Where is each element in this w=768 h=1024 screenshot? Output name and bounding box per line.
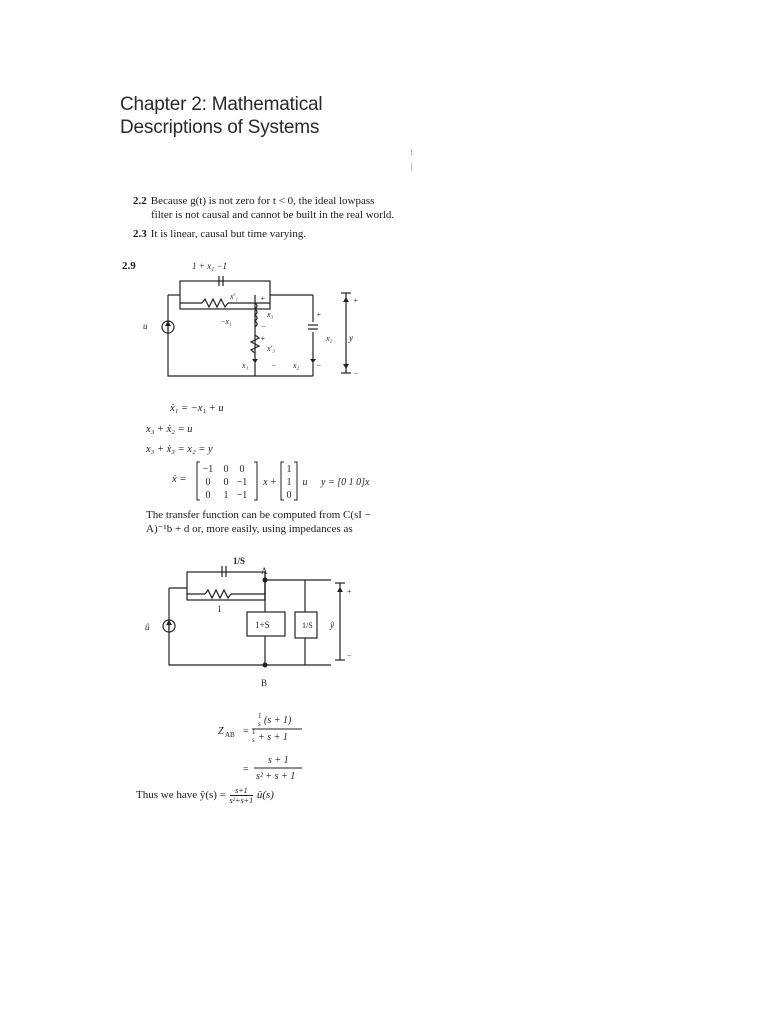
- paragraph-line: The transfer function can be computed from C(sI −: [146, 509, 371, 521]
- plus-sign: +: [260, 334, 266, 343]
- u-hat-label: û: [145, 622, 150, 632]
- matrix-a-cell: 0: [205, 477, 211, 488]
- node-b-label: B: [261, 678, 268, 688]
- minus-sign: −: [316, 361, 322, 370]
- minus-sign: −: [353, 369, 359, 378]
- matrix-a-cell: −1: [236, 477, 248, 488]
- circuit-diagram-2: [135, 550, 375, 695]
- vector-b-cell: 0: [286, 490, 292, 501]
- margin-mark: |: [411, 162, 413, 171]
- frac-num: 1: [258, 712, 262, 720]
- chapter-title: [120, 93, 322, 139]
- plus-sign: +: [260, 294, 266, 303]
- current-arrow: [252, 359, 258, 363]
- result-denominator: s²+s+1: [229, 796, 254, 805]
- minus-sign: −: [271, 361, 277, 370]
- vector-b-cell: 1: [286, 464, 292, 475]
- zab-num2: s + 1: [268, 755, 289, 766]
- minus-sign: −: [261, 322, 267, 331]
- matrix-a-cell: 0: [205, 490, 211, 501]
- equation-3: x₃ + ẋ₃ = x₂ = y: [146, 444, 213, 455]
- matrix-a-cell: −1: [202, 464, 214, 475]
- matrix-a-cell: 0: [223, 477, 229, 488]
- equals-sign: =: [243, 726, 249, 737]
- problem-2-9-number: 2.9: [122, 260, 136, 272]
- plus-sign: +: [347, 587, 352, 596]
- zab-num1: (s + 1): [264, 715, 292, 726]
- minus-sign: −: [347, 651, 352, 660]
- resistor-label: 1: [217, 604, 222, 614]
- resistor: [205, 590, 231, 598]
- result-line: [136, 786, 274, 805]
- matrix-a-cell: −1: [236, 490, 248, 501]
- problem-number: 2.2: [133, 195, 147, 207]
- u-label: u: [143, 321, 148, 331]
- problem-2-2: [133, 194, 433, 222]
- problem-2-3: [133, 227, 433, 241]
- resistor: [202, 299, 228, 307]
- equation-2: x₃ + ẋ₂ = u: [146, 424, 193, 435]
- result-numerator: s+1: [230, 786, 253, 796]
- vector-b-cell: 1: [286, 477, 292, 488]
- y-label: y: [349, 333, 353, 343]
- minus-x1-label: −x₁: [220, 317, 232, 326]
- zab-den2: s² + s + 1: [256, 771, 296, 782]
- paragraph-line: A)⁻¹b + d or, more easily, using impedances as: [146, 523, 353, 535]
- node-a-label: A: [261, 566, 268, 576]
- transfer-function-paragraph: [146, 508, 426, 536]
- result-fraction: [230, 786, 253, 805]
- x1-label: x₁: [242, 361, 249, 370]
- state-space-matrices: [196, 460, 416, 502]
- zab-lhs: Z: [218, 726, 224, 737]
- problem-text-cont: filter is not causal and cannot be built in the real world.: [151, 209, 395, 221]
- problem-number: 2.3: [133, 228, 147, 240]
- cap-label: 1 + x₁ −1: [192, 261, 228, 271]
- matrix-a-cell: 1: [223, 490, 229, 501]
- output-equation: y = [0 1 0]x: [321, 477, 370, 488]
- x3-label: x₃: [267, 310, 274, 319]
- u-symbol: u: [302, 477, 308, 488]
- box2-label: 1/S: [302, 621, 313, 630]
- x2-current-label: x₂: [293, 361, 300, 370]
- matrix-a-cell: 0: [223, 464, 229, 475]
- circuit-diagram-1: [130, 255, 390, 385]
- result-prefix: Thus we have ŷ(s) =: [136, 789, 226, 802]
- state-lhs: ẋ =: [172, 474, 187, 485]
- x3-prime-label: x'₃: [267, 344, 276, 353]
- chapter-title-line1: Chapter 2: Mathematical: [120, 94, 323, 115]
- node-a-dot: [263, 578, 268, 583]
- result-suffix: û(s): [256, 789, 274, 802]
- box-label: 1+S: [255, 620, 270, 630]
- frac-den: s: [252, 736, 255, 744]
- margin-mark: !: [410, 148, 413, 157]
- zab-den1: + s + 1: [258, 732, 288, 743]
- zab-equation: [210, 710, 330, 785]
- x-plus: x +: [263, 477, 277, 488]
- problem-text: Because g(t) is not zero for t < 0, the ideal lowpass: [150, 195, 375, 207]
- plus-sign: +: [316, 310, 322, 319]
- plus-sign: +: [353, 296, 359, 305]
- x1-prime-label: x'₁: [230, 292, 239, 301]
- matrix-a-cell: 0: [239, 464, 245, 475]
- circuit-wire: [168, 295, 313, 376]
- equation-1: ẋ₁ = −x₁ + u: [170, 403, 224, 414]
- equals-sign: =: [243, 764, 249, 775]
- frac-num: 1: [252, 728, 256, 736]
- zab-subscript: AB: [225, 731, 235, 739]
- chapter-title-line2: Descriptions of Systems: [120, 117, 320, 138]
- problem-text: It is linear, causal but time varying.: [150, 228, 307, 240]
- frac-den: s: [258, 720, 261, 728]
- x2-label: x₂: [326, 334, 333, 343]
- node-b-dot: [263, 663, 268, 668]
- cap-label-1s: 1/S: [233, 556, 246, 566]
- y-hat-label: ŷ: [330, 620, 334, 630]
